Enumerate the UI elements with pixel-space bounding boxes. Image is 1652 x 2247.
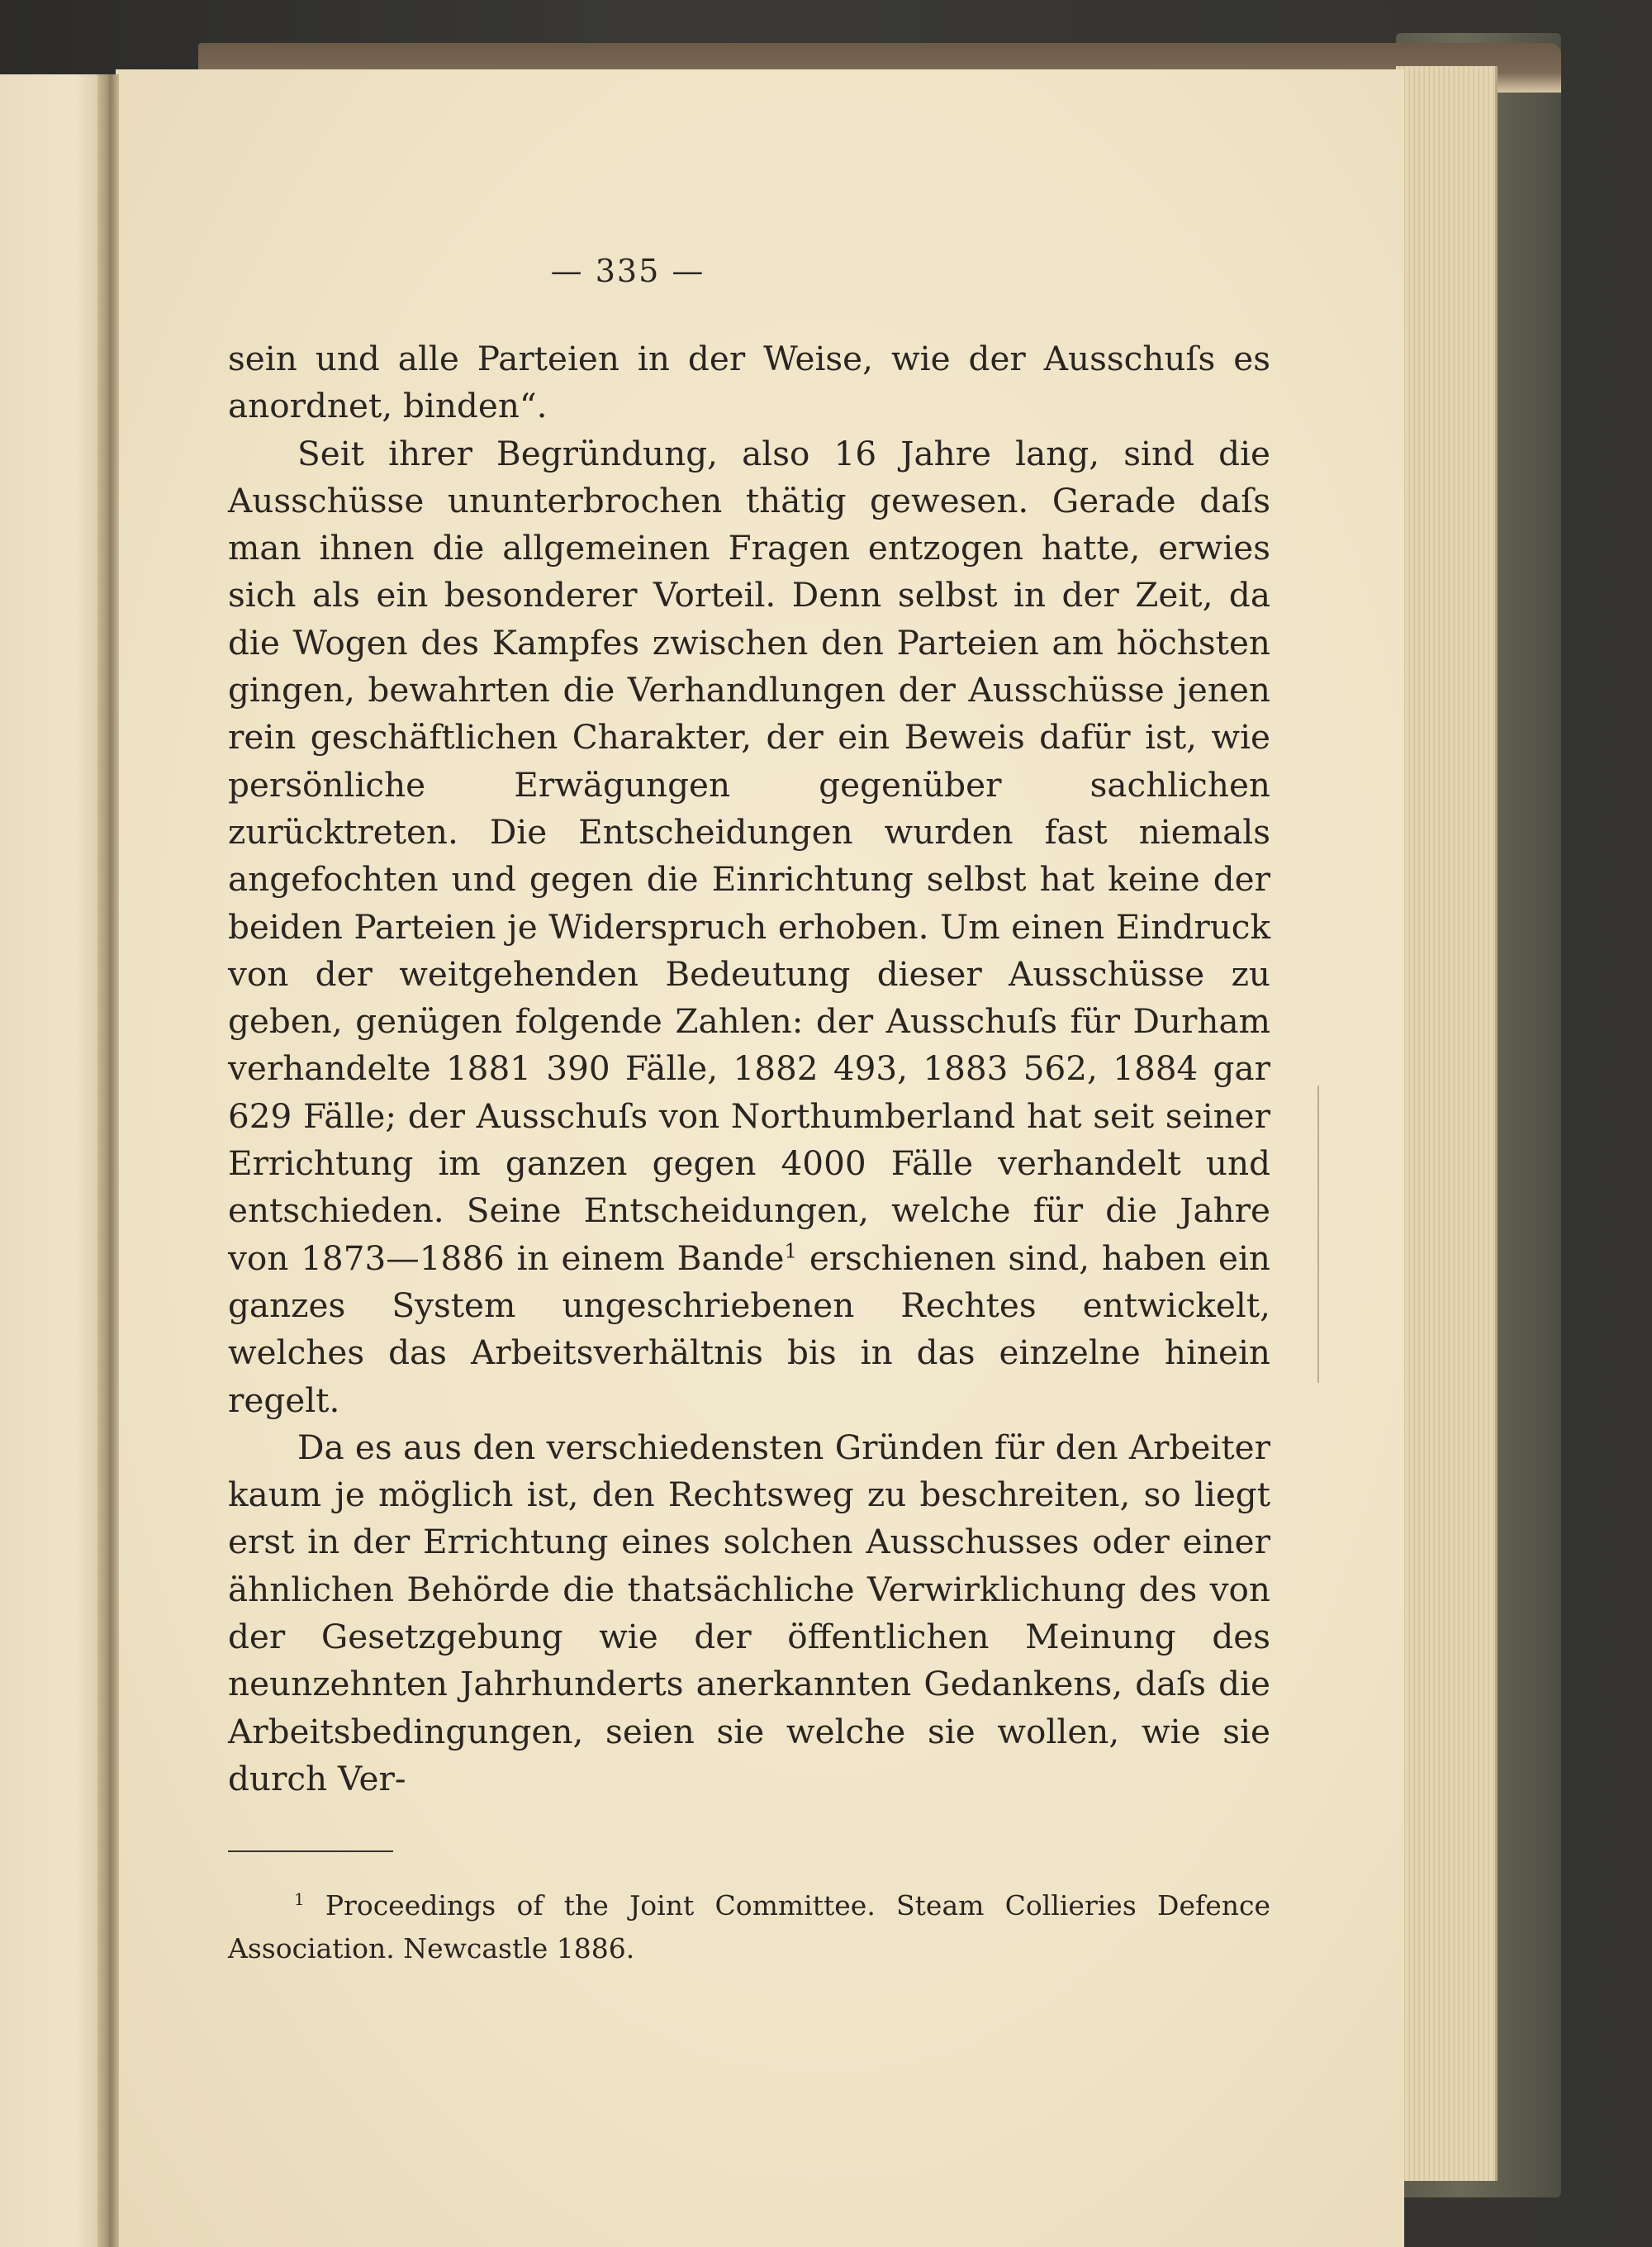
margin-pencil-mark bbox=[1317, 1085, 1319, 1383]
body-text bbox=[228, 335, 1270, 1803]
footnote-divider bbox=[228, 1850, 393, 1852]
footnote bbox=[228, 1884, 1270, 1970]
book-gutter bbox=[97, 74, 119, 2247]
paragraph-text: erschienen sind, haben ein ganzes System ungeschriebenen Rechtes entwickelt, welches das Arbeitsverhältnis bis in das einzelne hinein regelt. bbox=[228, 1238, 1271, 1420]
paragraph: Da es aus den verschiedensten Gründen für den Arbeiter kaum je möglich ist, den Rechtsweg zu beschreiten, so liegt erst in der Errichtung eines solchen Ausschusses oder einer ähnlichen Behörde die thatsächliche Verwirklichung des von der Gesetzgebung wie der öffentlichen Meinung des neunzehnten Jahrhunderts anerkannten Gedankens, daſs die Arbeitsbedingungen, seien sie welche sie wollen, wie sie durch Ver- bbox=[228, 1427, 1270, 1798]
footnotes bbox=[228, 1884, 1270, 1970]
footnote-marker: 1 bbox=[294, 1890, 305, 1909]
paragraph-text: Seit ihrer Begründung, also 16 Jahre lang, sind die Ausschüsse ununterbrochen thätig gewesen. Gerade daſs man ihnen die allgemeinen Fragen entzogen hatte, erwies sich als ein besonderer Vorteil. Denn selbst in der Zeit, da die Wogen des Kampfes zwischen den Parteien am höchsten gingen, bewahrten die Verhandlungen der Ausschüsse jenen rein geschäftlichen Charakter, der ein Beweis dafür ist, wie persönliche Erwägungen gegenüber sachlichen zurücktreten. Die Entscheidungen wurden fast niemals angefochten und gegen die Einrichtung selbst hat keine der beiden Parteien je Widerspruch erhoben. Um einen Eindruck von der weitgehenden Bedeutung dieser Ausschüsse zu geben, genügen folgende Zahlen: der Ausschuſs für Durham verhandelte 1881 390 Fälle, 1882 493, 1883 562, 1884 gar 629 Fälle; der Ausschuſs von Northumberland hat seit seiner Errichtung im ganzen gegen 4000 Fälle verhandelt und entschieden. Seine Entscheidungen, welche für die Jahre von 1873—1886 in einem Bande bbox=[228, 433, 1270, 1278]
left-facing-page bbox=[0, 74, 107, 2247]
paragraph bbox=[228, 430, 1270, 1424]
footnote-reference: 1 bbox=[784, 1238, 797, 1263]
footnote-text: Proceedings of the Joint Committee. Steam Collieries Defence Association. Newcastle 1886. bbox=[228, 1889, 1270, 1964]
book-page bbox=[116, 69, 1404, 2247]
paragraph: sein und alle Parteien in der Weise, wie der Ausschuſs es anordnet, binden“. bbox=[228, 339, 1270, 426]
page-number: — 335 — bbox=[550, 253, 705, 289]
page-edges bbox=[1396, 66, 1498, 2181]
